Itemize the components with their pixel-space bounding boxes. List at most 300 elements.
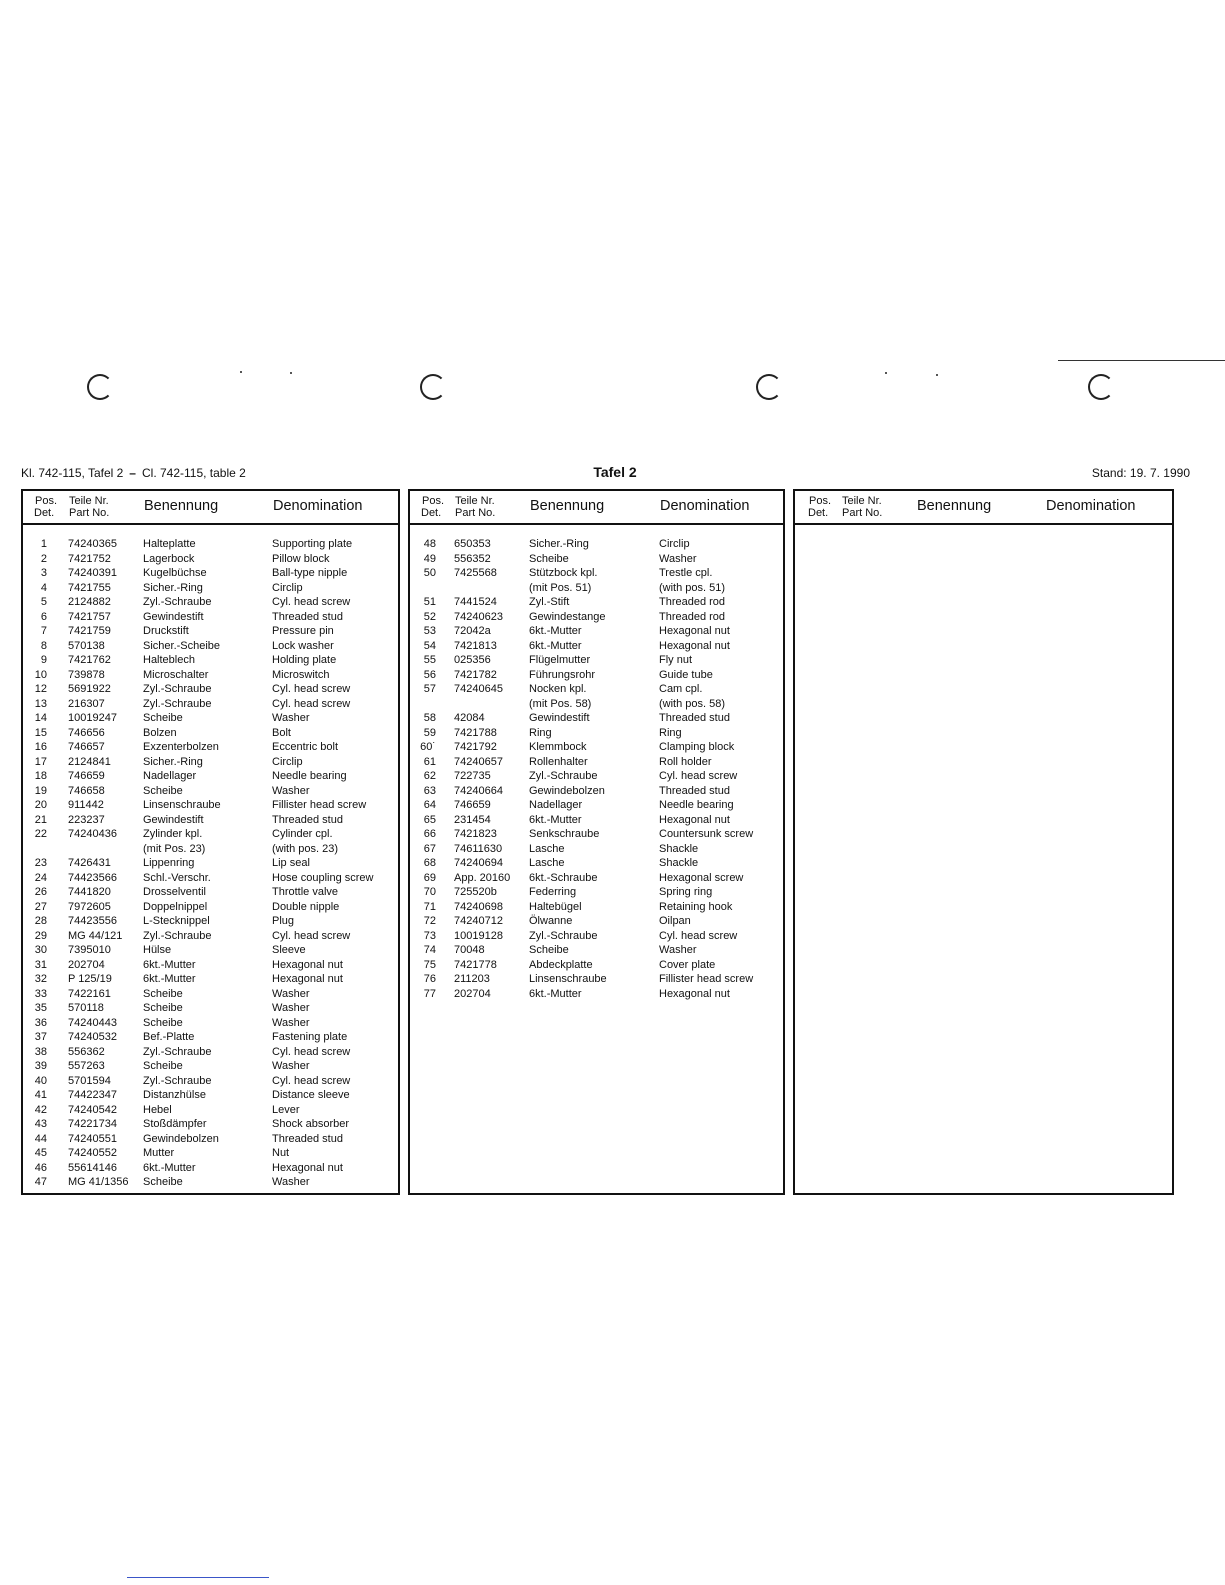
row-name-english: Cyl. head screw: [272, 596, 351, 608]
header-pos-en: Det.: [34, 507, 55, 519]
row-name-english: Plug: [272, 915, 295, 927]
table-row: [410, 552, 783, 567]
table-row: [410, 610, 783, 625]
header-pos-en: Det.: [421, 507, 442, 519]
row-name-english: Ring: [659, 726, 682, 739]
row-name-german: Distanzhülse: [143, 1089, 206, 1101]
row-name-english: Circlip: [272, 755, 303, 768]
row-name-german: 6kt.-Mutter: [529, 987, 582, 1000]
row-name-german: Scheibe: [143, 1060, 183, 1072]
table-row: [23, 697, 398, 712]
row-name-english: Pressure pin: [272, 625, 334, 637]
row-name-german: Microschalter: [143, 668, 209, 681]
row-part-number: 72042a: [454, 625, 491, 637]
scan-rule-bottom: [127, 1577, 269, 1578]
row-name-english: Fillister head screw: [272, 799, 367, 811]
row-name-english: Washer: [272, 987, 310, 1000]
reference-dash: –: [129, 466, 136, 480]
row-position: 13: [34, 697, 47, 710]
header-name-de: Benennung: [144, 498, 219, 514]
row-name-german: Scheibe: [143, 1016, 183, 1029]
row-part-number: 74240664: [454, 784, 503, 797]
table-header: [23, 491, 398, 525]
row-name-english: Washer: [272, 784, 310, 797]
row-name-german: Sicher.-Scheibe: [143, 639, 221, 652]
row-part-number: 74240365: [68, 538, 117, 550]
row-position: 31: [34, 958, 47, 971]
row-position: 45: [34, 1147, 47, 1159]
row-name-german: Linsenschraube: [529, 973, 607, 985]
row-position: 51: [423, 596, 436, 608]
row-name-english: Clamping block: [659, 741, 735, 753]
row-name-german: Stützbock kpl.: [529, 567, 598, 579]
row-part-number: 746656: [68, 726, 105, 739]
table-row: [410, 537, 783, 552]
row-name-english: Nut: [272, 1147, 290, 1159]
row-position: 9: [40, 654, 47, 666]
table-row: [23, 552, 398, 567]
row-position: 17: [34, 755, 47, 768]
row-part-number: 725520b: [454, 886, 497, 898]
row-position: 50: [423, 567, 436, 579]
row-name-german: 6kt.-Mutter: [529, 639, 582, 652]
row-name-german: Druckstift: [143, 625, 189, 637]
header-name-en: Denomination: [1046, 498, 1136, 514]
row-name-english: Washer: [272, 712, 310, 724]
row-position: 48: [423, 538, 436, 550]
table-row: [410, 987, 783, 1002]
row-position: 6: [40, 610, 47, 623]
row-name-german: 6kt.-Schraube: [529, 871, 598, 884]
row-name-german: (mit Pos. 51): [529, 581, 592, 594]
row-name-german: Sicher.-Ring: [143, 755, 203, 768]
row-position: 71: [423, 900, 436, 913]
row-part-number: 74240542: [68, 1103, 117, 1116]
table-row: [23, 885, 398, 900]
row-name-german: 6kt.-Mutter: [143, 1161, 196, 1174]
table-row: [410, 711, 783, 726]
row-name-english: (with pos. 58): [659, 697, 726, 710]
row-part-number: 739878: [68, 668, 105, 681]
row-part-number: 7441820: [68, 886, 111, 898]
scan-speck: [240, 371, 242, 373]
table-row: [23, 682, 398, 697]
row-name-german: Scheibe: [529, 552, 569, 565]
row-part-number: 570138: [68, 639, 105, 652]
row-name-english: Threaded stud: [659, 712, 730, 724]
row-position: 63: [423, 784, 436, 797]
row-position: 3: [40, 567, 47, 579]
row-position: 47: [34, 1176, 47, 1188]
row-name-german: Scheibe: [143, 784, 183, 797]
table-row: [410, 943, 783, 958]
row-part-number: 55614146: [68, 1161, 117, 1174]
row-name-english: Double nipple: [272, 900, 340, 913]
row-name-english: Cyl. head screw: [659, 770, 738, 782]
table-row: [23, 1045, 398, 1060]
row-name-english: Needle bearing: [272, 770, 347, 782]
table-row: [23, 1146, 398, 1161]
row-position: 54: [423, 639, 436, 652]
header-name-de: Benennung: [530, 498, 605, 514]
table-row: [410, 972, 783, 987]
table-row: [410, 566, 783, 581]
table-row: [23, 755, 398, 770]
row-name-german: Sicher.-Ring: [529, 538, 589, 550]
table-row: [23, 798, 398, 813]
row-part-number: 10019247: [68, 712, 117, 724]
table-row: [410, 958, 783, 973]
row-part-number: 7421762: [68, 654, 111, 666]
row-name-english: Cyl. head screw: [272, 683, 351, 695]
row-position: 12: [34, 683, 47, 695]
row-position: 29: [34, 929, 47, 942]
row-part-number: 025356: [454, 654, 491, 666]
row-position: 30: [34, 944, 47, 956]
row-position: 69: [423, 871, 436, 884]
row-position: 5: [40, 596, 47, 608]
row-position: 72: [423, 915, 436, 927]
row-name-german: Haltebügel: [529, 900, 582, 913]
table-row: [410, 885, 783, 900]
row-part-number: 74611630: [454, 842, 503, 855]
row-name-german: Bolzen: [143, 726, 177, 739]
row-name-english: Cyl. head screw: [659, 929, 738, 942]
table-row: [23, 914, 398, 929]
row-position: 8: [40, 639, 47, 652]
row-position: 23: [34, 857, 47, 869]
row-name-english: Hexagonal nut: [659, 813, 730, 826]
row-name-english: Washer: [659, 944, 697, 956]
table-row: [410, 871, 783, 886]
row-name-german: Lagerbock: [143, 552, 195, 565]
row-name-german: Hülse: [143, 944, 172, 956]
row-name-german: Zyl.-Schraube: [529, 929, 598, 942]
table-row: [23, 740, 398, 755]
row-name-german: Zyl.-Schraube: [143, 1074, 212, 1087]
row-position: 14: [34, 712, 47, 724]
row-name-english: Threaded rod: [659, 596, 726, 608]
header-part-en: Part No.: [69, 507, 110, 519]
table-row: [23, 726, 398, 741]
table-row: [410, 784, 783, 799]
row-part-number: 7421782: [454, 668, 497, 681]
row-name-german: Zyl.-Stift: [529, 596, 570, 608]
row-name-english: Ball-type nipple: [272, 567, 348, 579]
row-name-german: Scheibe: [143, 1176, 183, 1188]
header-part-en: Part No.: [455, 507, 496, 519]
row-name-german: Federring: [529, 886, 577, 898]
row-name-german: Scheibe: [143, 987, 183, 1000]
row-part-number: 7441524: [454, 596, 497, 608]
header-pos-en: Det.: [808, 507, 829, 519]
row-part-number: 74240532: [68, 1031, 117, 1043]
row-position: 26: [34, 886, 47, 898]
header-name-de: Benennung: [917, 498, 992, 514]
row-name-german: Lippenring: [143, 857, 195, 869]
header-part-en: Part No.: [842, 507, 883, 519]
row-name-english: Spring ring: [659, 886, 713, 898]
row-part-number: 7395010: [68, 944, 111, 956]
table-row: [23, 1016, 398, 1031]
row-name-german: Bef.-Platte: [143, 1031, 195, 1043]
scan-speck: [290, 372, 292, 374]
punch-hole-1: [87, 374, 113, 400]
row-position: 67: [423, 842, 436, 855]
row-position: 52: [423, 610, 436, 623]
row-position: 24: [34, 871, 47, 884]
table-row: [23, 566, 398, 581]
table-row: [23, 1161, 398, 1176]
table-row: [23, 610, 398, 625]
row-part-number: 7421757: [68, 610, 111, 623]
row-name-german: Hebel: [143, 1103, 172, 1116]
row-part-number: 7421813: [454, 639, 497, 652]
row-name-german: Gewindestift: [143, 813, 204, 826]
row-position: 40: [34, 1074, 47, 1087]
row-name-german: Drosselventil: [143, 886, 206, 898]
scan-speck: [885, 372, 887, 374]
row-name-english: Hexagonal nut: [272, 973, 343, 985]
row-position: 68: [423, 857, 436, 869]
row-name-english: Cam cpl.: [659, 683, 703, 695]
row-name-english: Hexagonal nut: [659, 625, 730, 637]
row-part-number: 556362: [68, 1045, 105, 1058]
row-name-german: Zylinder kpl.: [143, 828, 203, 840]
row-part-number: P 125/19: [68, 973, 112, 985]
table-row: [23, 769, 398, 784]
row-name-german: Exzenterbolzen: [143, 741, 219, 753]
row-name-english: Needle bearing: [659, 799, 734, 811]
document-reference: [21, 466, 246, 480]
row-part-number: 70048: [454, 944, 485, 956]
table-row: [23, 668, 398, 683]
header-pos-de: Pos.: [809, 495, 832, 507]
row-part-number: 74423556: [68, 915, 117, 927]
table-row: [23, 1074, 398, 1089]
reference-english: Cl. 742-115, table 2: [141, 466, 246, 480]
row-position: 43: [34, 1118, 47, 1130]
row-position: 75: [423, 958, 436, 971]
row-name-english: Cyl. head screw: [272, 929, 351, 942]
punch-hole-4: [1088, 374, 1114, 400]
row-name-german: Gewindestift: [529, 712, 590, 724]
row-part-number: 556352: [454, 552, 491, 565]
row-name-english: Hexagonal nut: [659, 639, 730, 652]
row-name-english: Throttle valve: [272, 886, 339, 898]
table-row: [410, 769, 783, 784]
table-row: [23, 711, 398, 726]
table-row: [23, 1088, 398, 1103]
row-part-number: 74240443: [68, 1016, 117, 1029]
row-position: 20: [34, 799, 47, 811]
row-position: 55: [423, 654, 436, 666]
row-position: 21: [34, 813, 47, 826]
row-name-english: Hexagonal screw: [659, 871, 744, 884]
row-name-german: Scheibe: [143, 712, 183, 724]
punch-hole-3: [756, 374, 782, 400]
table-row: [410, 929, 783, 944]
row-name-german: 6kt.-Mutter: [529, 625, 582, 637]
table-row: [23, 972, 398, 987]
page-title: Tafel 2: [593, 464, 637, 480]
header-name-en: Denomination: [273, 498, 363, 514]
row-position: 7: [40, 625, 47, 637]
row-name-german: Ölwanne: [529, 915, 573, 927]
row-position: 46: [34, 1161, 47, 1174]
row-position: 19: [34, 784, 47, 797]
row-name-english: (with pos. 51): [659, 581, 726, 594]
table-row: [23, 784, 398, 799]
row-name-english: Hose coupling screw: [272, 871, 374, 884]
row-part-number: 10019128: [454, 929, 503, 942]
row-name-english: Circlip: [272, 581, 303, 594]
row-name-english: Fillister head screw: [659, 973, 754, 985]
row-position: 53: [423, 625, 436, 637]
row-position: 27: [34, 900, 47, 913]
row-name-english: Cyl. head screw: [272, 1045, 351, 1058]
row-name-english: Threaded stud: [272, 813, 343, 826]
row-name-german: Zyl.-Schraube: [143, 1045, 212, 1058]
row-part-number: 231454: [454, 813, 491, 826]
row-name-german: L-Stecknippel: [143, 915, 210, 927]
row-part-number: 202704: [454, 987, 491, 1000]
row-part-number: 911442: [68, 799, 104, 811]
row-position: 62: [423, 770, 436, 782]
table-row: [23, 958, 398, 973]
row-position: 22: [34, 828, 47, 840]
row-part-number: 7421788: [454, 726, 497, 739]
row-part-number: 7421792: [454, 741, 497, 753]
table-row: [23, 639, 398, 654]
row-position: 42: [34, 1103, 47, 1116]
row-part-number: 74423566: [68, 871, 117, 884]
table-body: [795, 525, 1172, 537]
row-position: 74: [423, 944, 436, 956]
row-name-german: Abdeckplatte: [529, 958, 593, 971]
row-name-german: Gewindebolzen: [529, 784, 605, 797]
table-row: [23, 827, 398, 842]
table-header: [410, 491, 783, 525]
row-part-number: 746658: [68, 784, 105, 797]
row-name-english: Washer: [659, 552, 697, 565]
table-row: [23, 1030, 398, 1045]
row-name-german: Halteplatte: [143, 538, 196, 550]
row-name-english: Threaded stud: [272, 1132, 343, 1145]
row-name-german: 6kt.-Mutter: [143, 958, 196, 971]
scan-speck: [936, 374, 938, 376]
row-position: 59: [423, 726, 436, 739]
row-part-number: 2124841: [68, 755, 111, 768]
row-name-english: Roll holder: [659, 755, 712, 768]
row-name-english: Shackle: [659, 857, 699, 869]
row-position: 65: [423, 813, 436, 826]
header-pos-de: Pos.: [35, 495, 58, 507]
row-part-number: 74240551: [68, 1132, 117, 1145]
table-row: [410, 639, 783, 654]
row-part-number: 7421755: [68, 581, 111, 594]
row-name-german: Mutter: [143, 1147, 175, 1159]
row-part-number: 74240623: [454, 610, 503, 623]
row-name-english: Pillow block: [272, 552, 330, 565]
table-row: [410, 581, 783, 596]
row-name-german: Zyl.-Schraube: [143, 929, 212, 942]
row-part-number: 7422161: [68, 987, 111, 1000]
row-part-number: 746657: [68, 741, 105, 753]
row-position: 64: [423, 799, 436, 811]
row-part-number: 74240694: [454, 857, 503, 869]
row-part-number: MG 44/121: [68, 929, 123, 942]
row-name-english: Bolt: [272, 726, 291, 739]
row-part-number: 42084: [454, 712, 485, 724]
row-part-number: 722735: [454, 770, 491, 782]
row-name-german: Gewindebolzen: [143, 1132, 219, 1145]
row-name-german: Nadellager: [529, 799, 583, 811]
row-position: 16: [34, 741, 47, 753]
row-part-number: 7421759: [68, 625, 111, 637]
row-position: 57: [423, 683, 436, 695]
table-row: [23, 581, 398, 596]
row-part-number: 746659: [454, 799, 491, 811]
row-position: 32: [34, 973, 47, 985]
row-part-number: 5691922: [68, 683, 111, 695]
row-name-german: (mit Pos. 23): [143, 842, 206, 855]
table-row: [410, 856, 783, 871]
table-row: [23, 987, 398, 1002]
row-part-number: 7425568: [454, 567, 497, 579]
row-position: 76: [423, 973, 436, 985]
row-name-english: Fly nut: [659, 654, 693, 666]
row-name-english: Lever: [272, 1103, 300, 1116]
row-name-german: Scheibe: [529, 944, 569, 956]
table-row: [410, 900, 783, 915]
table-row: [23, 871, 398, 886]
row-position: 1: [40, 538, 47, 550]
row-name-german: Senkschraube: [529, 828, 600, 840]
row-position: 39: [34, 1060, 47, 1072]
table-row: [410, 682, 783, 697]
header-name-en: Denomination: [660, 498, 750, 514]
row-name-english: Distance sleeve: [272, 1089, 350, 1101]
row-name-german: Lasche: [529, 857, 565, 869]
table-row: [23, 1132, 398, 1147]
row-position: 41: [34, 1089, 47, 1101]
table-body: [23, 525, 398, 1190]
row-name-german: Nadellager: [143, 770, 197, 782]
row-part-number: MG 41/1356: [68, 1176, 129, 1188]
row-name-english: Countersunk screw: [659, 828, 754, 840]
table-row: [23, 1001, 398, 1016]
row-name-english: Cover plate: [659, 958, 716, 971]
row-name-english: Lip seal: [272, 857, 310, 869]
row-name-english: Guide tube: [659, 668, 713, 681]
row-name-german: Schl.-Verschr.: [143, 871, 211, 884]
row-part-number: 570118: [68, 1002, 104, 1014]
row-name-english: Washer: [272, 1002, 310, 1014]
row-part-number: 74240645: [454, 683, 503, 695]
table-row: [410, 726, 783, 741]
row-name-english: Trestle cpl.: [659, 567, 713, 579]
row-position: 37: [34, 1031, 47, 1043]
row-position: 44: [34, 1132, 47, 1145]
row-part-number: 202704: [68, 958, 105, 971]
row-part-number: 746659: [68, 770, 105, 782]
row-position: 49: [423, 552, 436, 565]
row-name-german: Sicher.-Ring: [143, 581, 203, 594]
scan-rule-top: [1058, 360, 1225, 361]
row-position: 4: [40, 581, 47, 594]
table-row: [23, 653, 398, 668]
